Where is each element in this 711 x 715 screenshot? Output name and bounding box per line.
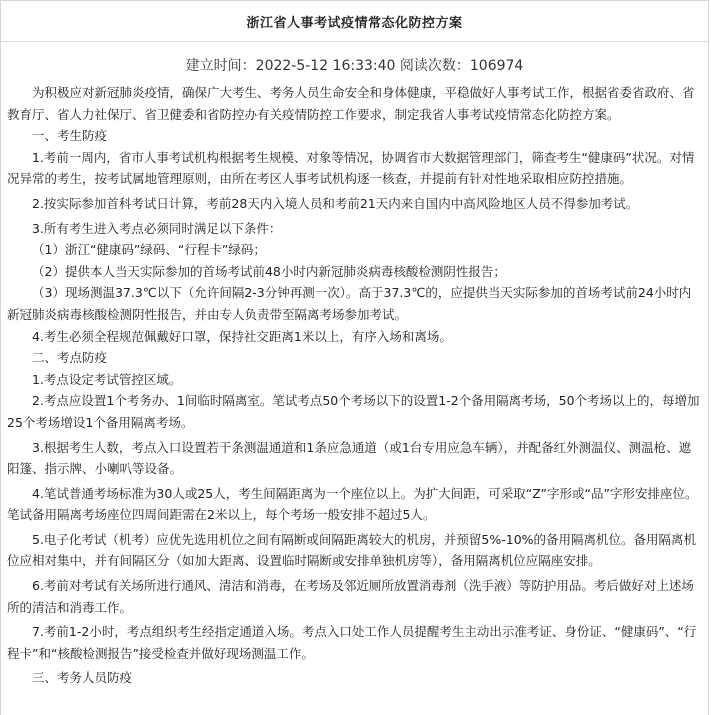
section-heading: 一、考生防疫: [32, 128, 108, 144]
paragraph: （2）提供本人当天实际参加的首场考试前48小时内新冠肺炎病毒核酸检测阴性报告；: [32, 263, 506, 279]
paragraph: 2.按实际参加首科考试日计算，考前28天内入境人员和考前21天内来自国内中高风险地区人员不得参加考试。: [32, 195, 639, 211]
created-label: 建立时间：: [185, 58, 256, 74]
views-value: 106974: [469, 58, 524, 74]
article-title: 浙江省人事考试疫情常态化防控方案: [246, 15, 463, 31]
section-heading: 二、考点防疫: [32, 350, 108, 366]
paragraph: 6.考前对考试有关场所进行通风、清洁和消毒，在考场及邻近厕所放置消毒剂（洗手液）等防护用品。考后做好对上述场所的清洁和消毒工作。: [7, 578, 694, 615]
paragraph: 5.电子化考试（机考）应优先选用机位之间有隔断或间隔距离较大的机房，并预留5%-10%的备用隔离机位。备用隔离机位应相对集中，并有间隔区分（如加大距离、设置临时隔断或安排单独机房等），备用隔离机位应隔座安排。: [7, 531, 697, 569]
paragraph: （3）现场测温37.3℃以下（允许间隔2-3分钟再测一次）。高于37.3℃的，应提供当天实际参加的首场考试前24小时内新冠肺炎病毒核酸检测阴性报告，并由专人负责带至隔离考场参加考试。: [7, 285, 692, 322]
paragraph: 1.考点设定考试管控区域。: [32, 371, 182, 387]
views-label: 阅读次数：: [399, 58, 470, 74]
paragraph: 3.根据考生人数，考点入口设置若干条测温通道和1条应急通道（或1台专用应急车辆），并配备红外测温仪、测温枪、遮阳篷、指示牌、小喇叭等设备。: [7, 439, 692, 477]
paragraph: （1）浙江“健康码”绿码、“行程卡”绿码；: [32, 242, 266, 258]
section-heading: 三、考务人员防疫: [32, 670, 133, 686]
article-meta: [1, 56, 708, 76]
paragraph: 3.所有考生进入考点必须同时满足以下条件：: [32, 220, 282, 236]
paragraph: 4.考生必须全程规范佩戴好口罩，保持社交距离1米以上，有序入场和离场。: [32, 328, 452, 344]
created-value: 2022-5-12 16:33:40: [255, 58, 396, 74]
article-body: [1, 76, 708, 689]
article-title-bar: [1, 1, 708, 42]
paragraph: 为积极应对新冠肺炎疫情，确保广大考生、考务人员生命安全和身体健康，平稳做好人事考试工作，根据省委省政府、省教育厅、省人力社保厅、省卫健委和省防控办有关疫情防控工作要求，制定我省人事考试疫情常态化防控方案。: [7, 85, 695, 122]
paragraph: 7.考前1-2小时，考点组织考生经指定通道入场。考点入口处工作人员提醒考生主动出示准考证、身份证、“健康码”、“行程卡”和“核酸检测报告”接受检查并做好现场测温工作。: [7, 624, 697, 661]
paragraph: 2.考点应设置1个考务办、1间临时隔离室。笔试考点50个考场以下的设置1-2个备用隔离考场，50个考场以上的，每增加25个考场增设1个备用隔离考场。: [7, 393, 700, 430]
paragraph: 4.笔试普通考场标准为30人或25人，考生间隔距离为一个座位以上。为扩大间距，可采取“Z”字形或“品”字形安排座位。笔试备用隔离考场座位四周间距需在2米以上，每个考场一般安排不超过5人。: [7, 485, 698, 523]
paragraph: 1.考前一周内，省市人事考试机构根据考生规模、对象等情况，协调省市大数据管理部门，筛查考生“健康码”状况。对情况异常的考生，按考试属地管理原则，由所在考区人事考试机构逐一核查，并提前有针对性地采取相应防控措施。: [7, 149, 695, 187]
